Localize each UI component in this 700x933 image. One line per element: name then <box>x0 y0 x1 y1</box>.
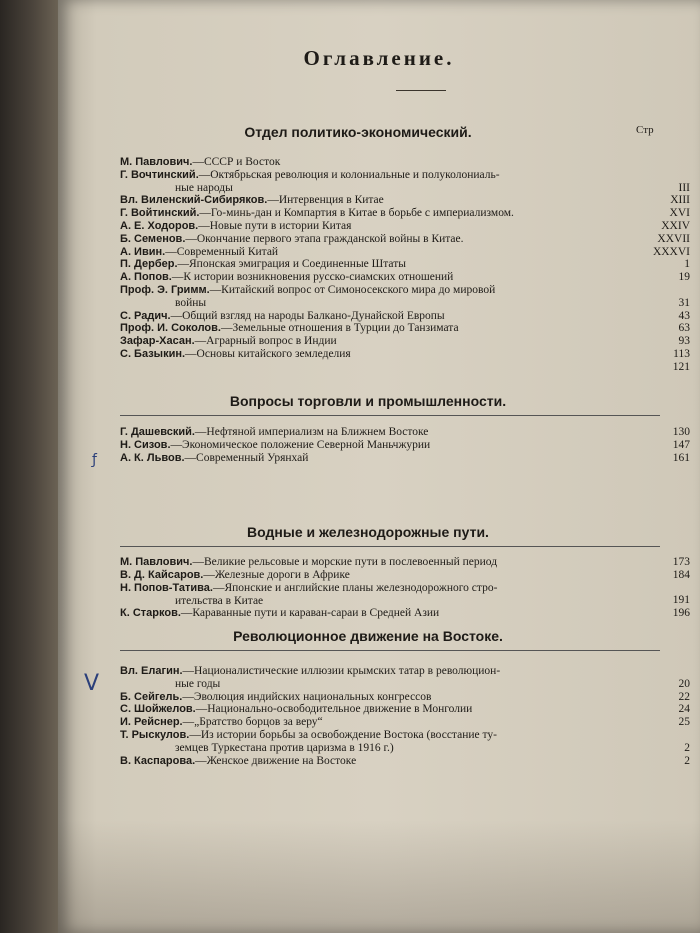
entry-title-continuation: ные годы <box>175 678 221 690</box>
entry-page-number: 63 <box>678 322 690 335</box>
entry-title: —Экономическое положение Северной Маньчжурии <box>170 438 431 451</box>
entry-title: —Из истории борьбы за освобождение Востока (восстание ту- <box>189 729 497 741</box>
entry-page-number: 2 <box>684 754 690 767</box>
entry-title: —Окончание первого этапа гражданской войны в Китае. <box>185 232 464 245</box>
entry-title-continuation: земцев Туркестана против царизма в 1916 г.) <box>175 742 394 754</box>
entry-page-number: 25 <box>678 716 690 729</box>
entry-title: —Японские и английские планы железнодорожного стро- <box>212 581 498 594</box>
entry-page-number: XXXVI <box>652 245 690 258</box>
entry-author: Н. Сизов. <box>120 438 171 451</box>
entry-author: Зафар-Хасан. <box>120 335 195 348</box>
section-rule <box>120 546 660 547</box>
toc-entry <box>120 246 700 259</box>
toc-entry <box>120 271 700 284</box>
entry-page-number: 113 <box>673 348 690 360</box>
toc-entry <box>120 452 700 465</box>
entry-author: С. Базыкин. <box>120 348 186 360</box>
entry-title-continuation: ительства в Китае <box>175 594 264 607</box>
toc-entry <box>120 284 700 310</box>
entry-page-number: XXVII <box>657 232 690 245</box>
entry-title-continuation: ные народы <box>175 181 233 194</box>
entry-author: Вл. Елагин. <box>120 665 183 677</box>
entry-title: —Нефтяной империализм на Ближнем Востоке <box>194 426 429 438</box>
book-binding <box>0 0 58 933</box>
section-heading: Водные и железнодорожные пути. <box>247 524 489 540</box>
entry-page-number: 19 <box>678 271 690 284</box>
toc-entry <box>120 703 700 716</box>
pencil-mark-2: V <box>84 671 100 696</box>
entry-author: И. Рейснер. <box>120 716 183 729</box>
entry-title: —К истории возникновения русско-сиамских отношений <box>171 271 454 284</box>
entry-author: А. Е. Ходоров. <box>120 220 199 232</box>
toc-entry <box>120 156 700 169</box>
entry-title: —Современный Урянхай <box>184 451 309 464</box>
entry-author: П. Дербер. <box>120 258 178 271</box>
entry-page-number: 173 <box>672 556 690 568</box>
toc-entry <box>120 169 700 195</box>
entry-title: —Новые пути в истории Китая <box>198 220 352 232</box>
entry-page-number: XVI <box>669 207 690 220</box>
section-rule <box>120 415 660 416</box>
entry-title: —СССР и Восток <box>192 156 281 168</box>
toc-entry <box>120 729 700 755</box>
entry-title: —Аграрный вопрос в Индии <box>194 335 337 348</box>
entry-title: —Китайский вопрос от Симоносекского мира до мировой <box>209 284 496 296</box>
entry-title: —Общий взгляд на народы Балкано-Дунайской Европы <box>170 309 445 322</box>
toc-entry <box>120 755 700 768</box>
toc-entry <box>120 348 700 361</box>
entry-title: —Земельные отношения в Турции до Танзимата <box>220 322 459 335</box>
entry-author: Проф. Э. Гримм. <box>120 284 210 296</box>
entry-title: —Националистические иллюзии крымских татар в революцион- <box>182 665 501 677</box>
entry-page-number: XIII <box>670 194 690 207</box>
entry-page-number: 93 <box>678 335 690 348</box>
entry-author: Вл. Виленский-Сибиряков. <box>120 194 268 207</box>
pencil-mark-1: ƒ <box>92 452 97 468</box>
toc-entry <box>120 207 700 220</box>
entry-page-number: 196 <box>672 607 690 620</box>
page-title: Оглавление. <box>303 46 455 70</box>
toc-entry <box>120 220 700 233</box>
entry-title: —Октябрьская революция и колониальные и полуколониаль- <box>198 168 500 181</box>
entry-author: А. К. Львов. <box>120 451 185 464</box>
entry-author: В. Каспарова. <box>120 754 196 767</box>
entry-author: А. Ивин. <box>120 245 166 258</box>
page-column-header: Стр <box>636 124 654 136</box>
entry-title: —Го-минь-дан и Компартия в Китае в борьбе с империализмом. <box>199 207 514 220</box>
entry-page-number: 43 <box>678 309 690 322</box>
entry-author: Проф. И. Соколов. <box>120 322 221 335</box>
entry-page-number: XXIV <box>661 220 690 232</box>
toc-entry <box>120 426 700 439</box>
entry-author: Б. Сейгель. <box>120 690 183 703</box>
entry-page-number: 22 <box>678 690 690 703</box>
entry-title: —„Братство борцов за веру“ <box>182 716 323 729</box>
toc-entry <box>120 233 700 246</box>
toc-entry <box>120 310 700 323</box>
entry-title: —Железные дороги в Африке <box>203 568 350 581</box>
entry-author: А. Попов. <box>120 271 172 284</box>
entry-page-number: 2 <box>684 741 690 754</box>
entry-title-continuation: войны <box>175 297 207 309</box>
toc-entry <box>120 665 700 691</box>
toc-entry <box>120 194 700 207</box>
toc-entry <box>120 582 700 608</box>
entry-title: —Основы китайского земледелия <box>185 348 351 360</box>
entry-title: —Современный Китай <box>165 245 279 258</box>
toc-entry <box>120 322 700 335</box>
entry-page-number: 161 <box>672 451 690 464</box>
toc-entry <box>120 716 700 729</box>
entry-page-number: 184 <box>672 568 690 581</box>
toc-entry <box>120 607 700 620</box>
book-page <box>58 0 700 933</box>
toc-entry <box>120 335 700 348</box>
entry-author: В. Д. Кайсаров. <box>120 568 204 581</box>
section-rule <box>120 650 660 651</box>
entry-title: —Великие рельсовые и морские пути в послевоенный период <box>192 556 498 568</box>
toc-entry <box>120 569 700 582</box>
entry-title: —Интервенция в Китае <box>267 194 384 207</box>
title-rule <box>396 90 446 91</box>
entry-title: —Национально-освободительное движение в Монголии <box>195 703 473 716</box>
entry-author: М. Павлович. <box>120 156 193 168</box>
toc-entry <box>120 691 700 704</box>
entry-page-number: 130 <box>672 426 690 438</box>
page-shadow <box>58 820 700 933</box>
entry-title: —Эволюция индийских национальных конгрессов <box>182 690 432 703</box>
entry-page-number: 20 <box>678 677 690 690</box>
section-heading: Вопросы торговли и промышленности. <box>229 393 507 409</box>
section-heading: Революционное движение на Востоке. <box>233 628 503 644</box>
entry-author: Г. Дашевский. <box>120 426 195 438</box>
entry-title: —Караванные пути и караван-сараи в Средней Азии <box>180 607 440 620</box>
entry-author: К. Старков. <box>120 607 181 620</box>
entry-author: М. Павлович. <box>120 556 193 568</box>
entry-page-number: 121 <box>672 360 690 373</box>
entry-title: —Женское движение на Востоке <box>195 754 357 767</box>
entry-author: С. Шойжелов. <box>120 703 196 716</box>
entry-author: Н. Попов-Татива. <box>120 581 213 594</box>
toc-entry <box>120 556 700 569</box>
entry-page-number: 147 <box>672 438 690 451</box>
entry-title: —Японская эмиграция и Соединенные Штаты <box>177 258 406 271</box>
section-heading: Отдел политико-экономический. <box>244 124 472 140</box>
entry-page-number: III <box>678 181 690 194</box>
entry-author: С. Радич. <box>120 309 171 322</box>
entry-author: Г. Войтинский. <box>120 207 200 220</box>
entry-author: Б. Семенов. <box>120 232 186 245</box>
toc-entry <box>120 439 700 452</box>
entry-page-number: 1 <box>684 258 690 271</box>
entry-page-number: 191 <box>672 594 690 607</box>
entry-author: Г. Вочтинский. <box>120 168 199 181</box>
entry-page-number: 31 <box>678 296 690 309</box>
entry-author: Т. Рыскулов. <box>120 729 190 741</box>
toc-entry <box>120 258 700 271</box>
entry-page-number: 24 <box>678 703 690 716</box>
